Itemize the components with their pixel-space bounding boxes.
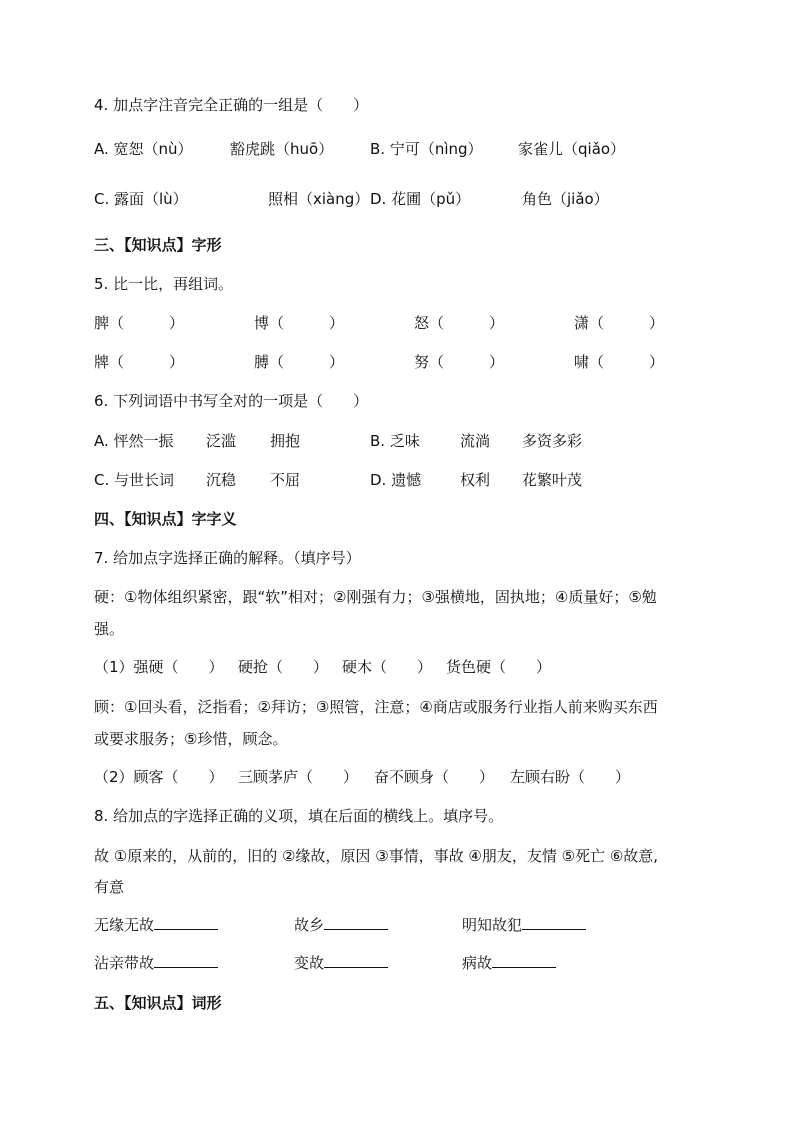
q6-a-word2: 泛滥 <box>206 432 237 450</box>
q6-a-word3: 拥抱 <box>270 432 301 450</box>
q5-r1-c2: 博（ ） <box>254 314 345 332</box>
q7-item-2c: 奋不顾身（ ） <box>374 768 495 786</box>
q6-c-word1: C. 与世长词 <box>94 471 175 489</box>
q8-fill-2 <box>294 914 388 936</box>
q8-stem: 8. 给加点的字选择正确的义项，填在后面的横线上。填序号。 <box>94 807 504 825</box>
q7-item-2a: （2）顾客（ ） <box>94 768 224 786</box>
q4-option-d2: 角色（jiǎo） <box>522 190 609 208</box>
answer-blank[interactable] <box>324 915 388 930</box>
q7-item-1d: 货色硬（ ） <box>446 658 552 676</box>
q7-item-2d: 左顾右盼（ ） <box>510 768 631 786</box>
answer-blank[interactable] <box>522 915 586 930</box>
q4-option-a2: 豁虎跳（huō） <box>230 140 334 158</box>
q7-definition-gu-line1: 顾：①回头看，泛指看；②拜访；③照管，注意；④商店或服务行业指人前来购买东西 <box>94 698 658 716</box>
q8-word: 沾亲带故 <box>94 954 155 972</box>
q5-r2-c3: 努（ ） <box>414 353 505 371</box>
q5-stem: 5. 比一比，再组词。 <box>94 275 234 293</box>
q8-fill-1 <box>94 914 218 936</box>
q7-item-1a: （1）强硬（ ） <box>94 658 224 676</box>
q6-d-word2: 权利 <box>460 471 491 489</box>
q8-word: 变故 <box>294 954 325 972</box>
q8-fill-6 <box>462 952 556 974</box>
q6-b-word1: B. 乏味 <box>370 432 420 450</box>
answer-blank[interactable] <box>154 915 218 930</box>
q6-b-word2: 流淌 <box>460 432 491 450</box>
q6-a-word1: A. 怦然一振 <box>94 432 174 450</box>
q5-r1-c4: 潇（ ） <box>574 314 665 332</box>
q5-r2-c1: 牌（ ） <box>94 353 185 371</box>
q4-option-b2: 家雀儿（qiǎo） <box>518 140 626 158</box>
section-3-title: 三、【知识点】字形 <box>94 236 222 254</box>
q6-d-word1: D. 遗憾 <box>370 471 422 489</box>
q5-r2-c4: 啸（ ） <box>574 353 665 371</box>
section-4-title: 四、【知识点】字字义 <box>94 510 237 528</box>
q4-option-c2: 照相（xiàng） <box>268 190 370 208</box>
q6-c-word3: 不屈 <box>270 471 301 489</box>
q4-option-b1: B. 宁可（nìng） <box>370 140 483 158</box>
q8-word: 明知故犯 <box>462 916 523 934</box>
q4-stem: 4. 加点字注音完全正确的一组是（ ） <box>94 96 369 114</box>
q8-fill-5 <box>294 952 388 974</box>
q8-word: 故乡 <box>294 916 325 934</box>
q8-word: 无缘无故 <box>94 916 155 934</box>
q7-definition-ying-line1: 硬：①物体组织紧密，跟“软”相对；②刚强有力；③强横地，固执地；④质量好；⑤勉 <box>94 588 657 606</box>
q5-r1-c1: 脾（ ） <box>94 314 185 332</box>
q4-option-a1: A. 宽恕（nù） <box>94 140 193 158</box>
q6-d-word3: 花繁叶茂 <box>522 471 583 489</box>
q8-definition-line1: 故 ①原来的，从前的，旧的 ②缘故，原因 ③事情，事故 ④朋友，友情 ⑤死亡 ⑥故意, <box>94 847 659 865</box>
answer-blank[interactable] <box>154 953 218 968</box>
answer-blank[interactable] <box>324 953 388 968</box>
section-5-title: 五、【知识点】词形 <box>94 994 222 1012</box>
q5-r2-c2: 膊（ ） <box>254 353 345 371</box>
q7-item-2b: 三顾茅庐（ ） <box>238 768 359 786</box>
q8-word: 病故 <box>462 954 493 972</box>
q8-definition-line2: 有意 <box>94 878 125 896</box>
q7-definition-ying-line2: 强。 <box>94 620 125 638</box>
q6-b-word3: 多资多彩 <box>522 432 583 450</box>
q4-option-c1: C. 露面（lù） <box>94 190 188 208</box>
q6-stem: 6. 下列词语中书写全对的一项是（ ） <box>94 392 369 410</box>
q6-c-word2: 沉稳 <box>206 471 237 489</box>
q8-fill-3 <box>462 914 586 936</box>
answer-blank[interactable] <box>492 953 556 968</box>
q4-option-d1: D. 花圃（pǔ） <box>370 190 471 208</box>
q7-definition-gu-line2: 或要求服务；⑤珍惜，顾念。 <box>94 730 288 748</box>
q7-item-1c: 硬木（ ） <box>342 658 433 676</box>
q8-fill-4 <box>94 952 218 974</box>
q7-stem: 7. 给加点字选择正确的解释。（填序号） <box>94 549 361 567</box>
q5-r1-c3: 怒（ ） <box>414 314 505 332</box>
q7-item-1b: 硬抢（ ） <box>238 658 329 676</box>
